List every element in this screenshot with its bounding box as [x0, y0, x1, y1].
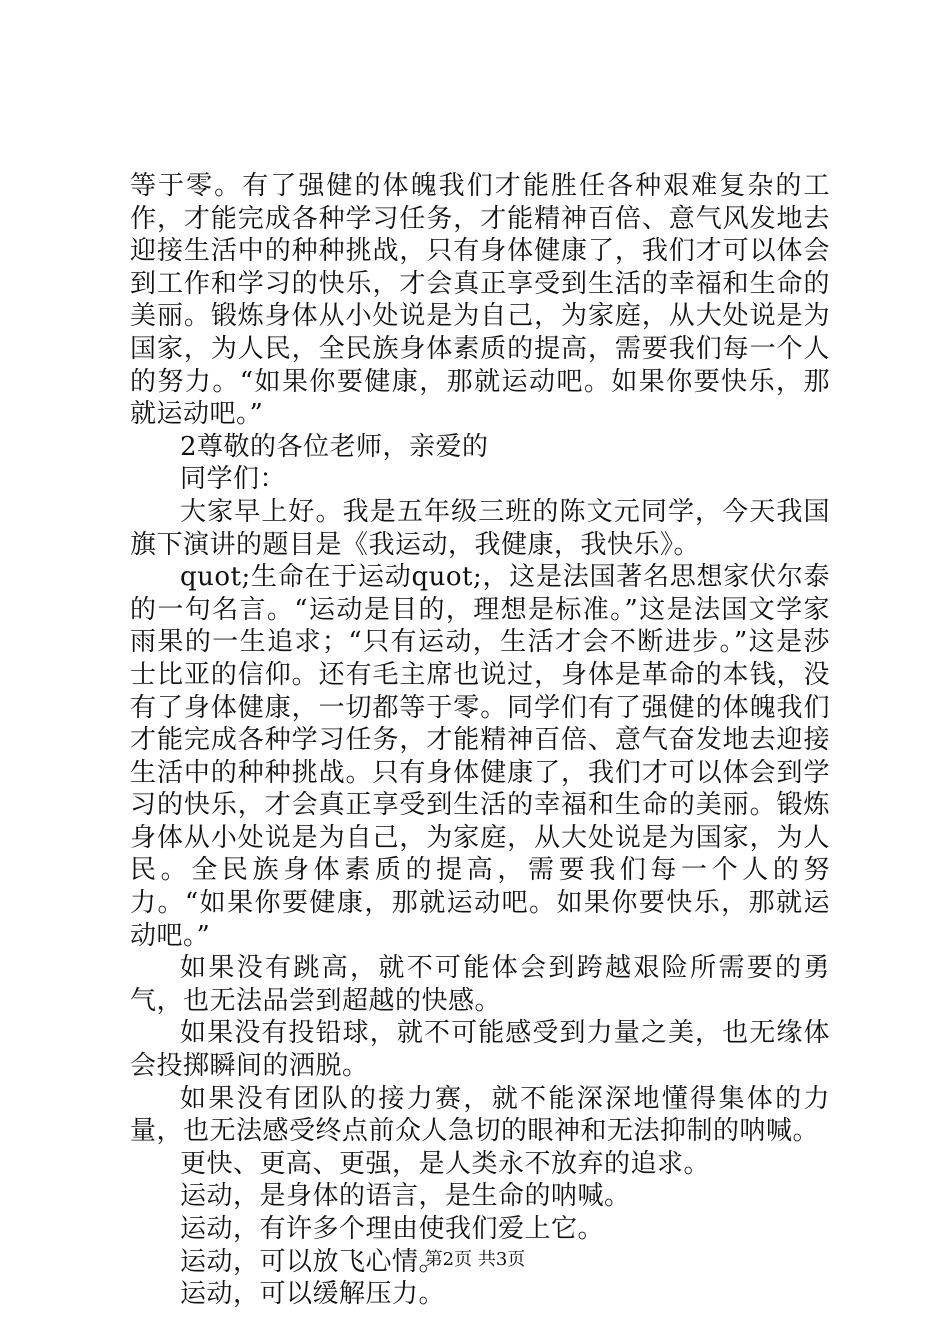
- paragraph-9: 更快、更高、更强，是人类永不放弃的追求。: [180, 1148, 711, 1179]
- paragraph-6: 如果没有跳高，就不可能体会到跨越艰险所需要的勇气，也无法品尝到超越的快感。: [130, 953, 830, 1016]
- paragraph-11: 运动，有许多个理由使我们爱上它。: [180, 1214, 605, 1244]
- paragraph-8: 如果没有团队的接力赛，就不能深深地懂得集体的力量，也无法感受终点前众人急切的眼神和无法抑制的呐喊。: [130, 1083, 830, 1147]
- paragraph-12: 运动，可以放飞心情。: [180, 1246, 446, 1277]
- paragraph-10: 运动，是身体的语言，是生命的呐喊。: [180, 1181, 631, 1212]
- paragraph-3: 同学们：: [180, 464, 287, 495]
- paragraph-7: 如果没有投铅球，就不可能感受到力量之美，也无缘体会投掷瞬间的洒脱。: [130, 1018, 830, 1082]
- paragraph-1: 等于零。有了强健的体魄我们才能胜任各种艰难复杂的工作，才能完成各种学习任务，才能精神百倍、意气风发地去迎接生活中的种种挑战，只有身体健康了，我们才可以体会到工作和学习的快乐，才会真正享受到生活的幸福和生命的美丽。锻炼身体从小处说是为自己，为家庭，从大处说是为国家，为人民，全民族身体素质的提高，需要我们每一个人的努力。“如果你要健康，那就运动吧。如果你要快乐，那就运动吧。”: [130, 171, 830, 430]
- paragraph-13: 运动，可以缓解压力。: [180, 1279, 446, 1310]
- document-body: [130, 170, 830, 1311]
- paragraph-5: quot;生命在于运动quot;，这是法国著名思想家伏尔泰的一句名言。“运动是目的，理想是标准。”这是法国文学家雨果的一生追求；“只有运动，生活才会不断进步。”这是莎士比亚的信仰。还有毛主席也说过，身体是革命的本钱，没有了身体健康，一切都等于零。同学们有了强健的体魄我们才能完成各种学习任务，才能精神百倍、意气奋发地去迎接生活中的种种挑战。只有身体健康了，我们才可以体会到学习的快乐，才会真正享受到生活的幸福和生命的美丽。锻炼身体从小处说是为自己，为家庭，从大处说是为国家，为人民。全民族身体素质的提高，需要我们每一个人的努力。“如果你要健康，那就运动吧。如果你要快乐，那就运动吧。”: [130, 562, 830, 951]
- paragraph-4: 大家早上好。我是五年级三班的陈文元同学，今天我国旗下演讲的题目是《我运动，我健康，我快乐》。: [130, 496, 830, 560]
- page-footer: 第2页 共3页: [424, 1249, 526, 1270]
- paragraph-2: 2尊敬的各位老师，亲爱的: [180, 431, 489, 462]
